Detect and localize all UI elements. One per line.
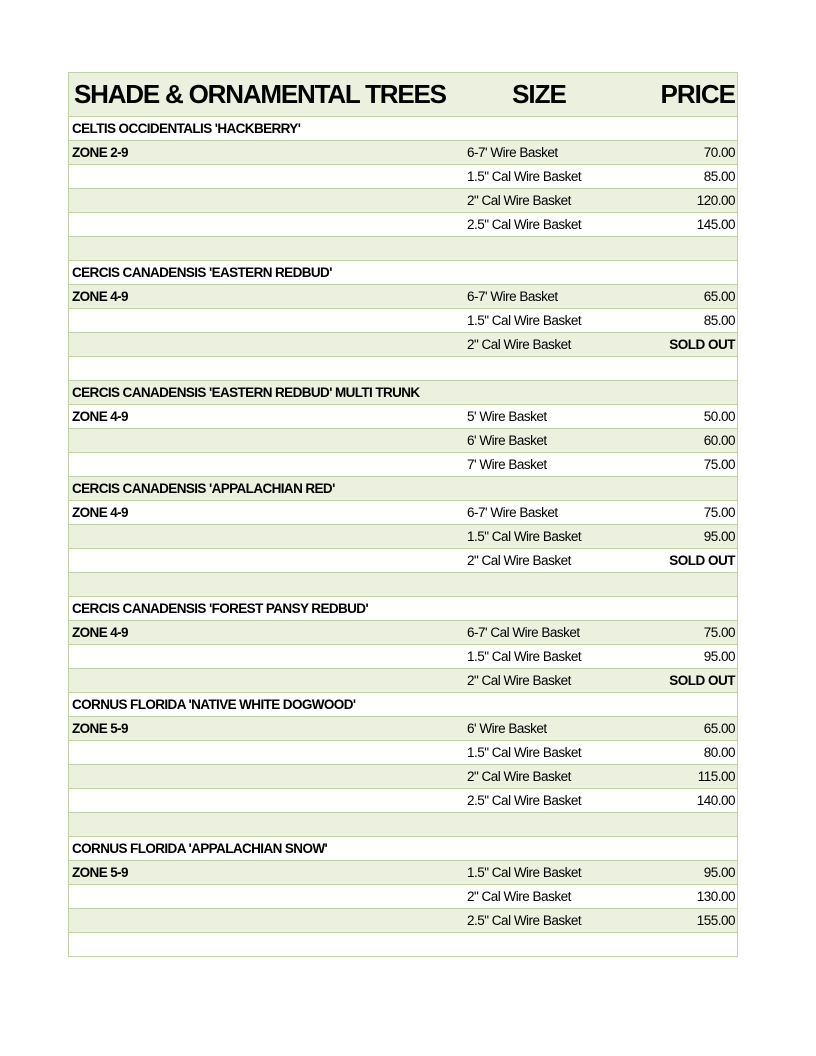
- price-cell: 70.00: [703, 145, 735, 160]
- table-row: [69, 357, 737, 381]
- table-row: [69, 453, 737, 477]
- table-row: [69, 261, 737, 285]
- tree-name-cell: ZONE 4-9: [72, 409, 128, 424]
- price-cell: 60.00: [703, 433, 735, 448]
- price-cell: 155.00: [696, 913, 735, 928]
- table-row: [69, 405, 737, 429]
- price-cell: 50.00: [703, 409, 735, 424]
- price-cell: 65.00: [703, 721, 735, 736]
- table-row: [69, 789, 737, 813]
- table-row: [69, 573, 737, 597]
- table-row: [69, 693, 737, 717]
- size-cell: 1.5" Cal Wire Basket: [467, 865, 582, 880]
- tree-name-cell: CORNUS FLORIDA 'APPALACHIAN SNOW': [72, 841, 328, 856]
- tree-name-cell: ZONE 5-9: [72, 721, 128, 736]
- price-cell: 130.00: [696, 889, 735, 904]
- size-cell: 2" Cal Wire Basket: [467, 337, 571, 352]
- table-row: [69, 117, 737, 141]
- table-row: [69, 477, 737, 501]
- table-row: [69, 501, 737, 525]
- size-cell: 6-7' Wire Basket: [467, 145, 558, 160]
- size-cell: 2" Cal Wire Basket: [467, 889, 571, 904]
- tree-name-cell: ZONE 4-9: [72, 505, 128, 520]
- table-row: [69, 621, 737, 645]
- tree-name-cell: CERCIS CANADENSIS 'FOREST PANSY REDBUD': [72, 601, 369, 616]
- price-list-table: [68, 72, 738, 957]
- size-cell: 6-7' Cal Wire Basket: [467, 625, 580, 640]
- tree-name-cell: ZONE 5-9: [72, 865, 128, 880]
- tree-name-cell: CORNUS FLORIDA 'NATIVE WHITE DOGWOOD': [72, 697, 356, 712]
- table-row: [69, 549, 737, 573]
- tree-name-cell: CERCIS CANADENSIS 'EASTERN REDBUD': [72, 265, 332, 280]
- section-title: SHADE & ORNAMENTAL TREES: [74, 79, 446, 109]
- table-row: [69, 909, 737, 933]
- size-cell: 2" Cal Wire Basket: [467, 673, 571, 688]
- tree-name-cell: CELTIS OCCIDENTALIS 'HACKBERRY': [72, 121, 301, 136]
- tree-name-cell: ZONE 4-9: [72, 625, 128, 640]
- price-cell: 140.00: [696, 793, 735, 808]
- size-cell: 6' Wire Basket: [467, 433, 547, 448]
- price-cell: 75.00: [703, 505, 735, 520]
- table-row: [69, 165, 737, 189]
- table-row: [69, 861, 737, 885]
- price-cell: 115.00: [697, 769, 735, 784]
- price-cell: 95.00: [703, 649, 735, 664]
- size-cell: 6-7' Wire Basket: [467, 505, 558, 520]
- price-cell: 85.00: [703, 313, 735, 328]
- tree-name-cell: ZONE 4-9: [72, 289, 128, 304]
- price-cell: 85.00: [703, 169, 735, 184]
- tree-name-cell: CERCIS CANADENSIS 'EASTERN REDBUD' MULTI TRUNK: [72, 385, 420, 400]
- price-cell: SOLD OUT: [669, 673, 735, 688]
- size-cell: 7' Wire Basket: [467, 457, 547, 472]
- size-cell: 2" Cal Wire Basket: [467, 553, 571, 568]
- table-row: [69, 885, 737, 909]
- table-row: [69, 669, 737, 693]
- size-cell: 6-7' Wire Basket: [467, 289, 558, 304]
- table-row: [69, 525, 737, 549]
- table-row: [69, 837, 737, 861]
- price-cell: 75.00: [703, 457, 735, 472]
- table-row: [69, 309, 737, 333]
- table-row: [69, 285, 737, 309]
- size-cell: 1.5" Cal Wire Basket: [467, 529, 582, 544]
- price-column-header: PRICE: [660, 79, 735, 109]
- size-cell: 2" Cal Wire Basket: [467, 193, 571, 208]
- table-row: [69, 597, 737, 621]
- price-cell: 80.00: [703, 745, 735, 760]
- size-column-header: SIZE: [512, 79, 566, 109]
- table-row: [69, 741, 737, 765]
- tree-name-cell: CERCIS CANADENSIS 'APPALACHIAN RED': [72, 481, 335, 496]
- table-row: [69, 717, 737, 741]
- price-cell: 75.00: [703, 625, 735, 640]
- table-header-row: [69, 73, 737, 117]
- size-cell: 2.5" Cal Wire Basket: [467, 913, 582, 928]
- price-cell: SOLD OUT: [669, 553, 735, 568]
- size-cell: 1.5" Cal Wire Basket: [467, 649, 582, 664]
- table-row: [69, 813, 737, 837]
- tree-name-cell: ZONE 2-9: [72, 145, 128, 160]
- size-cell: 1.5" Cal Wire Basket: [467, 313, 582, 328]
- price-cell: 120.00: [696, 193, 735, 208]
- size-cell: 2" Cal Wire Basket: [467, 769, 571, 784]
- table-body: [69, 117, 737, 957]
- size-cell: 2.5" Cal Wire Basket: [467, 217, 582, 232]
- table-row: [69, 645, 737, 669]
- table-row: [69, 765, 737, 789]
- table-row: [69, 429, 737, 453]
- size-cell: 2.5" Cal Wire Basket: [467, 793, 582, 808]
- size-cell: 5' Wire Basket: [467, 409, 547, 424]
- price-cell: SOLD OUT: [669, 337, 735, 352]
- size-cell: 6' Wire Basket: [467, 721, 547, 736]
- price-cell: 95.00: [703, 529, 735, 544]
- table-row: [69, 213, 737, 237]
- price-cell: 145.00: [696, 217, 735, 232]
- table-row: [69, 141, 737, 165]
- size-cell: 1.5" Cal Wire Basket: [467, 169, 582, 184]
- table-row: [69, 237, 737, 261]
- table-row: [69, 189, 737, 213]
- price-cell: 95.00: [703, 865, 735, 880]
- price-cell: 65.00: [703, 289, 735, 304]
- size-cell: 1.5" Cal Wire Basket: [467, 745, 582, 760]
- table-row: [69, 933, 737, 957]
- table-row: [69, 381, 737, 405]
- table-row: [69, 333, 737, 357]
